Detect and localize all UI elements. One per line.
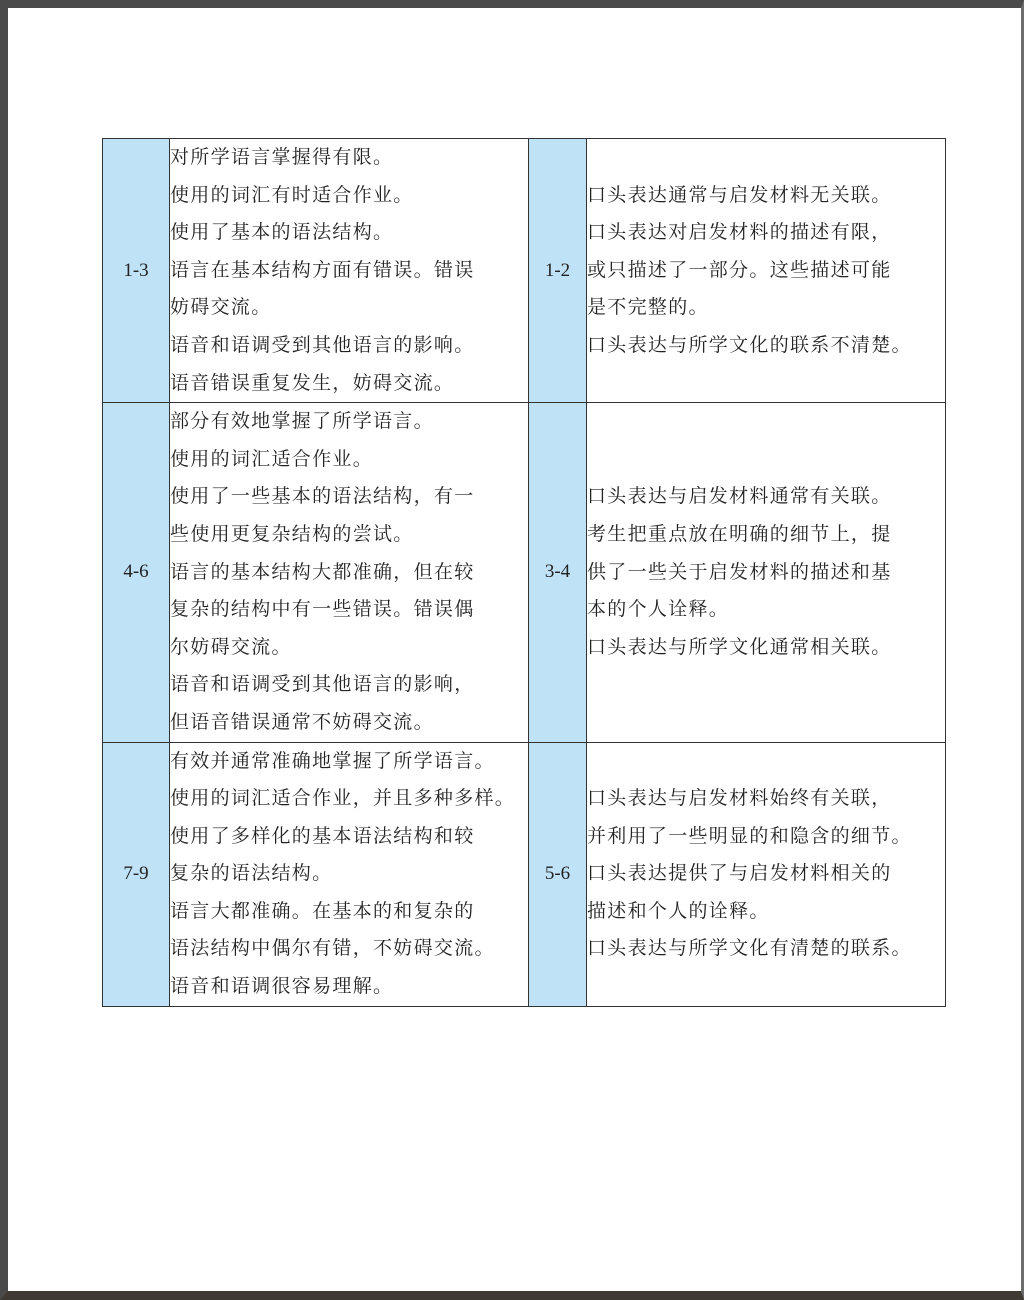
descriptor-line: 使用的词汇有时适合作业。	[170, 183, 414, 206]
descriptor-line: 使用的词汇适合作业，并且多种多样。	[170, 787, 516, 810]
language-descriptor	[170, 742, 529, 1006]
descriptor-line: 口头表达与启发材料始终有关联，	[587, 787, 892, 810]
language-descriptor	[170, 139, 529, 403]
descriptor-line: 语法结构中偶尔有错，不妨碍交流。	[170, 937, 495, 960]
descriptor-line: 或只描述了一部分。这些描述可能	[587, 258, 892, 281]
descriptor-line: 复杂的结构中有一些错误。错误偶	[170, 598, 475, 621]
descriptor-line: 语音和语调受到其他语言的影响。	[170, 333, 475, 356]
descriptor-line: 本的个人诠释。	[587, 598, 730, 621]
descriptor-line: 口头表达通常与启发材料无关联。	[587, 183, 892, 206]
descriptor-line: 妨碍交流。	[170, 296, 272, 319]
descriptor-line: 语音和语调受到其他语言的影响，	[170, 673, 475, 696]
descriptor-line: 描述和个人的诠释。	[587, 899, 770, 922]
language-descriptor	[170, 403, 529, 742]
content-descriptor	[587, 742, 946, 1006]
descriptor-line: 口头表达对启发材料的描述有限，	[587, 221, 892, 244]
rubric-table	[102, 138, 946, 1007]
descriptor-line: 使用了多样化的基本语法结构和较	[170, 824, 475, 847]
language-score-band: 7-9	[103, 742, 170, 1006]
descriptor-line: 考生把重点放在明确的细节上，提	[587, 522, 892, 545]
descriptor-line: 语言的基本结构大都准确，但在较	[170, 560, 475, 583]
descriptor-line: 尔妨碍交流。	[170, 635, 292, 658]
descriptor-line: 是不完整的。	[587, 296, 709, 319]
descriptor-line: 部分有效地掌握了所学语言。	[170, 410, 434, 433]
descriptor-line: 口头表达与所学文化有清楚的联系。	[587, 937, 912, 960]
content-descriptor	[587, 403, 946, 742]
content-descriptor	[587, 139, 946, 403]
descriptor-line: 复杂的语法结构。	[170, 862, 333, 885]
language-score-band: 4-6	[103, 403, 170, 742]
descriptor-line: 口头表达提供了与启发材料相关的	[587, 862, 892, 885]
table-row	[103, 139, 946, 403]
descriptor-line: 口头表达与所学文化的联系不清楚。	[587, 333, 912, 356]
descriptor-line: 供了一些关于启发材料的描述和基	[587, 560, 892, 583]
content-score-band: 1-2	[529, 139, 587, 403]
descriptor-line: 有效并通常准确地掌握了所学语言。	[170, 749, 495, 772]
descriptor-line: 语音错误重复发生，妨碍交流。	[170, 371, 455, 394]
descriptor-line: 但语音错误通常不妨碍交流。	[170, 710, 434, 733]
language-score-band: 1-3	[103, 139, 170, 403]
descriptor-line: 使用了基本的语法结构。	[170, 221, 394, 244]
descriptor-line: 对所学语言掌握得有限。	[170, 146, 394, 168]
table-row	[103, 403, 946, 742]
descriptor-line: 使用的词汇适合作业。	[170, 447, 374, 470]
content-score-band: 5-6	[529, 742, 587, 1006]
descriptor-line: 些使用更复杂结构的尝试。	[170, 522, 414, 545]
descriptor-line: 使用了一些基本的语法结构，有一	[170, 485, 475, 508]
descriptor-line: 语音和语调很容易理解。	[170, 975, 394, 998]
descriptor-line: 语言大都准确。在基本的和复杂的	[170, 899, 475, 922]
descriptor-line: 并利用了一些明显的和隐含的细节。	[587, 824, 912, 847]
descriptor-line: 语言在基本结构方面有错误。错误	[170, 258, 475, 281]
descriptor-line: 口头表达与所学文化通常相关联。	[587, 635, 892, 658]
content-score-band: 3-4	[529, 403, 587, 742]
table-row	[103, 742, 946, 1006]
descriptor-line: 口头表达与启发材料通常有关联。	[587, 485, 892, 508]
